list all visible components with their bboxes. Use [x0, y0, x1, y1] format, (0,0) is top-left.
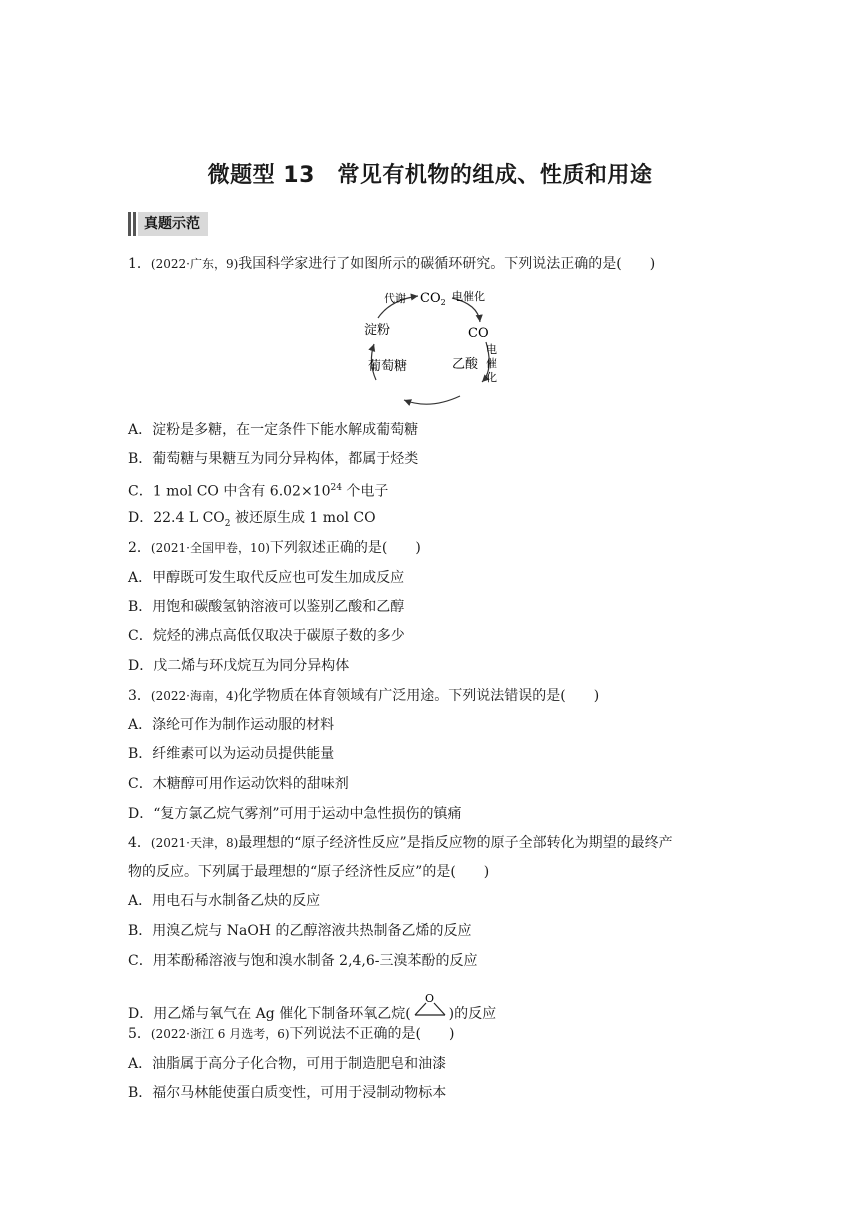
q1-option-d: D．22.4 L $CO_2$ 被还原生成 1 mol CO	[128, 510, 376, 529]
arrow-acetic-to-glucose	[404, 396, 460, 404]
label-electrocatalysis-side-2: 催	[486, 357, 497, 370]
q1-option-c: C．1 mol CO 中含有 $6.02\times 10^{24}$ 个电子	[128, 483, 389, 500]
q4-option-b: B．用溴乙烷与 NaOH 的乙醇溶液共热制备乙烯的反应	[128, 923, 472, 939]
q1-option-b: B．葡萄糖与果糖互为同分异构体，都属于烃类	[128, 451, 419, 467]
section-label: 真题示范	[138, 212, 208, 236]
node-co2: $CO_2$	[420, 291, 446, 307]
question-5-stem: 5．(2022·浙江 6 月选考，6)下列说法不正确的是( )	[128, 1026, 455, 1042]
q2-option-c: C．烷烃的沸点高低仅取决于碳原子数的多少	[128, 628, 405, 644]
node-starch: 淀粉	[364, 323, 391, 338]
q4-option-d: D．用乙烯与氧气在 Ag 催化下制备环氧乙烷( O )的反应	[128, 993, 497, 1022]
question-4-stem: 4．(2021·天津，8)最理想的“原子经济性反应”是指反应物的原子全部转化为期望的最终产	[128, 835, 673, 851]
question-1-stem: 1．(2022·广东，9)我国科学家进行了如图所示的碳循环研究。下列说法正确的是( )	[128, 256, 656, 272]
q4-option-a: A．用电石与水制备乙炔的反应	[128, 893, 321, 909]
section-header	[128, 212, 208, 236]
q1-option-a: A．淀粉是多糖，在一定条件下能水解成葡萄糖	[128, 422, 419, 438]
node-co: CO	[468, 326, 489, 341]
page-title: 微题型 13 常见有机物的组成、性质和用途	[207, 163, 653, 188]
node-glucose: 葡萄糖	[368, 359, 408, 374]
q4-option-c: C．用苯酚稀溶液与饱和溴水制备 2,4,6-三溴苯酚的反应	[128, 953, 478, 969]
svg-text:O: O	[424, 993, 434, 1005]
label-electrocatalysis-top: 电催化	[452, 290, 485, 303]
q3-option-b: B．纤维素可以为运动员提供能量	[128, 746, 335, 762]
question-3-stem: 3．(2022·海南，4)化学物质在体育领域有广泛用途。下列说法错误的是( )	[128, 688, 600, 704]
question-4-stem-cont: 物的反应。下列属于最理想的“原子经济性反应”的是( )	[128, 864, 490, 880]
q2-option-d: D．戊二烯与环戊烷互为同分异构体	[128, 658, 350, 674]
epoxide-structure-icon	[411, 993, 449, 1021]
node-acetic-acid: 乙酸	[452, 357, 479, 372]
carbon-cycle-diagram	[340, 280, 520, 410]
label-electrocatalysis-side-1: 电	[486, 343, 497, 356]
question-2-stem: 2．(2021·全国甲卷，10)下列叙述正确的是( )	[128, 540, 421, 556]
q3-option-a: A．涤纶可作为制作运动服的材料	[128, 717, 335, 733]
q2-option-a: A．甲醇既可发生取代反应也可发生加成反应	[128, 570, 405, 586]
q5-option-a: A．油脂属于高分子化合物，可用于制造肥皂和油漆	[128, 1056, 447, 1072]
q3-option-d: D．“复方氯乙烷气雾剂”可用于运动中急性损伤的镇痛	[128, 806, 462, 822]
q2-option-b: B．用饱和碳酸氢钠溶液可以鉴别乙酸和乙醇	[128, 599, 405, 615]
section-marker	[128, 212, 131, 236]
q5-option-b: B．福尔马林能使蛋白质变性，可用于浸制动物标本	[128, 1085, 447, 1101]
q3-option-c: C．木糖醇可用作运动饮料的甜味剂	[128, 776, 349, 792]
label-metabolism: 代谢	[384, 292, 406, 305]
label-electrocatalysis-side-3: 化	[486, 371, 497, 384]
section-marker	[133, 212, 136, 236]
